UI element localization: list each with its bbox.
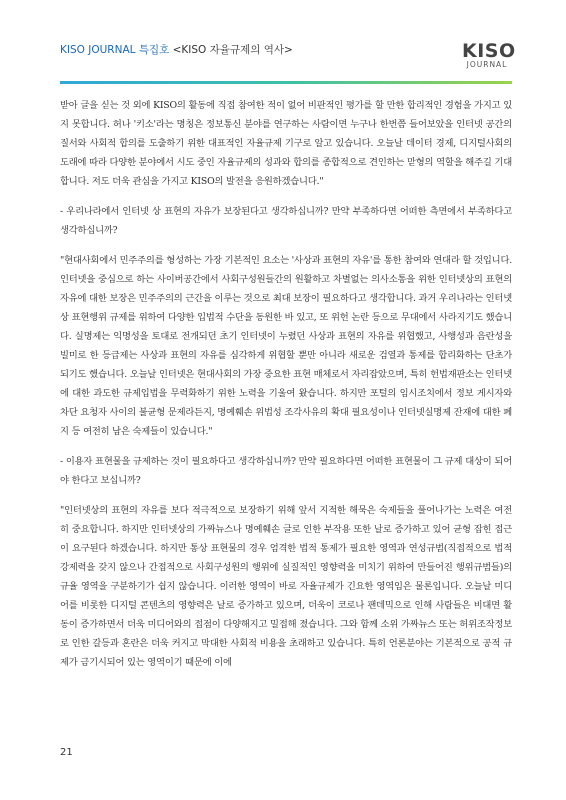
page-number: 21	[60, 747, 73, 758]
logo-sub-text: JOURNAL	[466, 60, 508, 69]
header-title	[60, 42, 293, 57]
article-title: <KISO 자율규제의 역사>	[172, 44, 293, 56]
article-body	[60, 96, 512, 683]
page-header	[60, 38, 516, 86]
question-1: - 우리나라에서 인터넷 상 표현의 자유가 보장된다고 생각하십니까? 만약 부족하다면 어떠한 측면에서 부족하다고 생각하십니까?	[60, 206, 512, 236]
paragraph-1: 받아 글을 싣는 것 외에 KISO의 활동에 직접 참여한 적이 없어 비판적인 평가를 할 만한 합리적인 경험을 가지고 있지 못합니다. 허나 '키소'라는 명칭은 정보통신 분야를 연구하는 사람이면 누구나 한번쯤 들어보았을 인터넷 공간의 질서와 사회적 합의를 도출하기 위한 대표적인 자율규제 기구로 알고 있습니다. 오늘날 데이터 경제, 디지털사회의 도래에 따라 다양한 분야에서 시도 중인 자율규제의 성과와 합의를 종합적으로 견인하는 맏형의 역할을 해주길 기대합니다. 저도 더욱 관심을 가지고 KISO의 발전을 응원하겠습니다."	[60, 100, 512, 187]
section-label: 특집호	[138, 44, 170, 56]
question-2: - 이용자 표현물을 규제하는 것이 필요하다고 생각하십니까? 만약 필요하다면 어떠한 표현물이 그 규제 대상이 되어야 한다고 보십니까?	[60, 456, 512, 486]
logo-main-text: KISO	[462, 40, 516, 62]
paragraph-2: "현대사회에서 민주주의를 형성하는 가장 기본적인 요소는 '사상과 표현의 자유'를 통한 참여와 연대라 할 것입니다. 인터넷을 중심으로 하는 사이버공간에서 사회구성원들간의 원활하고 차별없는 의사소통을 위한 인터넷상의 표현의 자유에 대한 보장은 민주주의의 근간을 이루는 것으로 최대 보장이 필요하다고 생각합니다. 과거 우리나라는 인터넷상 표현행위 규제를 위하여 다양한 입법적 수단을 동원한 바 있고, 또 위헌 논란 등으로 무대에서 사라지기도 했습니다. 실명제는 익명성을 토대로 전개되던 초기 인터넷이 누렸던 사상과 표현의 자유를 위협했고, 사행성과 음란성을 빌미로 한 등급제는 사상과 표현의 자유를 심각하게 위협할 뿐만 아니라 새로운 검열과 통제를 합리화하는 단초가 되기도 했습니다. 오늘날 인터넷은 현대사회의 가장 중요한 표현 매체로서 자리잡았으며, 특히 헌법재판소는 인터넷에 대한 과도한 규제입법을 무력화하기 위한 노력을 기울여 왔습니다. 하지만 포털의 임시조치에서 정보 게시자와 차단 요청자 사이의 불균형 문제라든지, 명예훼손 위법성 조각사유의 확대 필요성이나 인터넷실명제 잔재에 대한 폐지 등 여전히 남은 숙제들이 있습니다."	[60, 255, 512, 437]
paragraph-3: "인터넷상의 표현의 자유를 보다 적극적으로 보장하기 위해 앞서 지적한 해묵은 숙제들을 풀어나가는 노력은 여전히 중요합니다. 하지만 인터넷상의 가짜뉴스나 명예훼손 글로 인한 부작용 또한 날로 증가하고 있어 균형 잡힌 접근이 요구된다 하겠습니다. 하지만 통상 표현물의 경우 엄격한 법적 통제가 필요한 영역과 연성규범(직접적으로 법적 강제력을 갖지 않으나 간접적으로 사회구성원의 행위에 실질적인 영향력을 미치기 위하여 만들어진 행위규범들)의 규율 영역을 구분하기가 쉽지 않습니다. 이러한 영역이 바로 자율규제가 긴요한 영역임은 물론입니다. 오늘날 미디어를 비롯한 디지털 콘텐츠의 영향력은 날로 증가하고 있으며, 더욱이 코로나 팬데믹으로 인해 사람들은 비대면 활동이 증가하면서 더욱 미디어와의 접점이 다양해지고 밀접해 졌습니다. 그와 함께 소위 가짜뉴스 또는 허위조작정보로 인한 갈등과 혼란은 더욱 커지고 막대한 사회적 비용을 초래하고 있습니다. 특히 언론분야는 기본적으로 공적 규제가 금기시되어 있는 영역이기 때문에 이에	[60, 505, 512, 668]
header-divider	[60, 81, 512, 84]
journal-name: KISO JOURNAL	[60, 44, 136, 56]
kiso-logo	[462, 40, 516, 69]
